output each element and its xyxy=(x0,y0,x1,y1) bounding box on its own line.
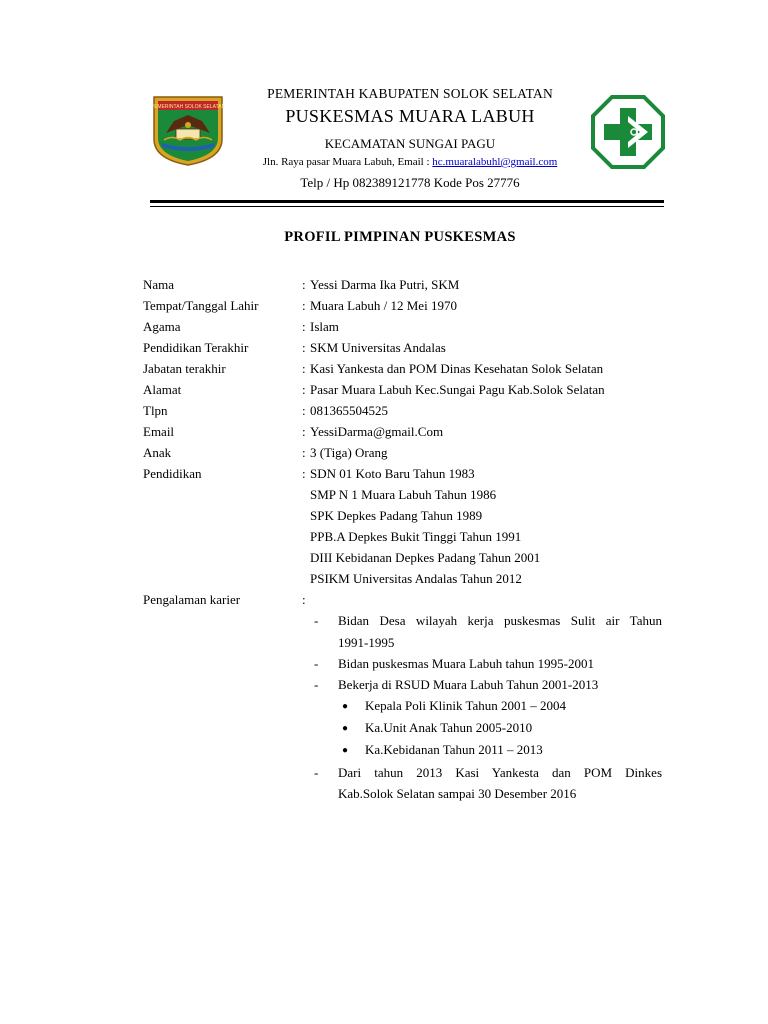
letterhead-telp: Telp / Hp 082389121778 Kode Pos 27776 xyxy=(300,175,520,190)
address-text: Jln. Raya pasar Muara Labuh, Email : xyxy=(262,156,430,168)
letterhead-government: PEMERINTAH KABUPATEN SOLOK SELATAN xyxy=(267,86,553,101)
label-alamat: Alamat xyxy=(143,382,182,397)
value-pendidikan-2: SMP N 1 Muara Labuh Tahun 1986 xyxy=(310,487,497,502)
label-karier: Pengalaman karier xyxy=(143,592,241,607)
address-email-link[interactable]: hc.muaralabuhl@gmail.com xyxy=(432,156,558,168)
career-item-4-line-1: Dari tahun 2013 Kasi Yankesta dan POM Dinkes xyxy=(338,765,662,780)
colon: : xyxy=(302,445,306,460)
bullet-icon: ● xyxy=(342,745,349,756)
value-pendidikan-4: PPB.A Depkes Bukit Tinggi Tahun 1991 xyxy=(310,529,522,544)
value-tlpn: 081365504525 xyxy=(310,403,388,418)
colon: : xyxy=(302,277,306,292)
bullet-icon: ● xyxy=(342,723,349,734)
value-nama: Yessi Darma Ika Putri, SKM xyxy=(310,277,460,292)
value-jabatan: Kasi Yankesta dan POM Dinas Kesehatan Solok Selatan xyxy=(310,361,604,376)
value-ttl: Muara Labuh / 12 Mei 1970 xyxy=(310,298,457,313)
bullet-icon: ● xyxy=(342,701,349,712)
dash: - xyxy=(314,656,319,671)
puskesmas-logo xyxy=(590,94,666,170)
dash: - xyxy=(314,765,319,780)
letterhead-district: KECAMATAN SUNGAI PAGU xyxy=(324,136,496,151)
letterhead-address xyxy=(160,156,660,168)
colon: : xyxy=(302,382,306,397)
colon: : xyxy=(302,466,306,481)
career-subitem-2: Ka.Unit Anak Tahun 2005-2010 xyxy=(365,720,533,735)
value-anak: 3 (Tiga) Orang xyxy=(310,445,388,460)
dash: - xyxy=(314,677,319,692)
label-anak: Anak xyxy=(143,445,172,460)
colon: : xyxy=(302,592,306,607)
colon: : xyxy=(302,298,306,313)
label-ttl: Tempat/Tanggal Lahir xyxy=(143,298,259,313)
value-email: YessiDarma@gmail.Com xyxy=(310,424,444,439)
colon: : xyxy=(302,361,306,376)
letterhead-puskesmas: PUSKESMAS MUARA LABUH xyxy=(285,106,535,126)
value-agama: Islam xyxy=(310,319,339,334)
header-divider-thick xyxy=(150,200,664,203)
value-pendidikan-1: SDN 01 Koto Baru Tahun 1983 xyxy=(310,466,475,481)
colon: : xyxy=(302,403,306,418)
career-item-2: Bidan puskesmas Muara Labuh tahun 1995-2001 xyxy=(338,656,594,671)
colon: : xyxy=(302,424,306,439)
career-item-1-line-2: 1991-1995 xyxy=(338,635,395,650)
header-divider-thin xyxy=(150,206,664,207)
label-jabatan: Jabatan terakhir xyxy=(143,361,226,376)
colon: : xyxy=(302,340,306,355)
emblem-text: PEMERINTAH SOLOK SELATAN xyxy=(152,104,224,110)
value-pendidikan-6: PSIKM Universitas Andalas Tahun 2012 xyxy=(310,571,522,586)
value-pendidikan-terakhir: SKM Universitas Andalas xyxy=(310,340,446,355)
career-item-3: Bekerja di RSUD Muara Labuh Tahun 2001-2013 xyxy=(338,677,599,692)
career-item-1-line-1: Bidan Desa wilayah kerja puskesmas Sulit air Tahun xyxy=(338,613,662,628)
career-item-4-line-2: Kab.Solok Selatan sampai 30 Desember 2016 xyxy=(338,786,577,801)
label-agama: Agama xyxy=(143,319,181,334)
value-pendidikan-3: SPK Depkes Padang Tahun 1989 xyxy=(310,508,483,523)
dash: - xyxy=(314,613,319,628)
colon: : xyxy=(302,319,306,334)
career-subitem-1: Kepala Poli Klinik Tahun 2001 – 2004 xyxy=(365,698,567,713)
career-subitem-3: Ka.Kebidanan Tahun 2011 – 2013 xyxy=(365,742,543,757)
label-tlpn: Tlpn xyxy=(143,403,168,418)
label-nama: Nama xyxy=(143,277,175,292)
label-pendidikan: Pendidikan xyxy=(143,466,202,481)
label-email: Email xyxy=(143,424,175,439)
label-pendidikan-terakhir: Pendidikan Terakhir xyxy=(143,340,249,355)
value-pendidikan-5: DIII Kebidanan Depkes Padang Tahun 2001 xyxy=(310,550,541,565)
value-alamat: Pasar Muara Labuh Kec.Sungai Pagu Kab.Solok Selatan xyxy=(310,382,605,397)
document-title: PROFIL PIMPINAN PUSKESMAS xyxy=(284,229,516,245)
